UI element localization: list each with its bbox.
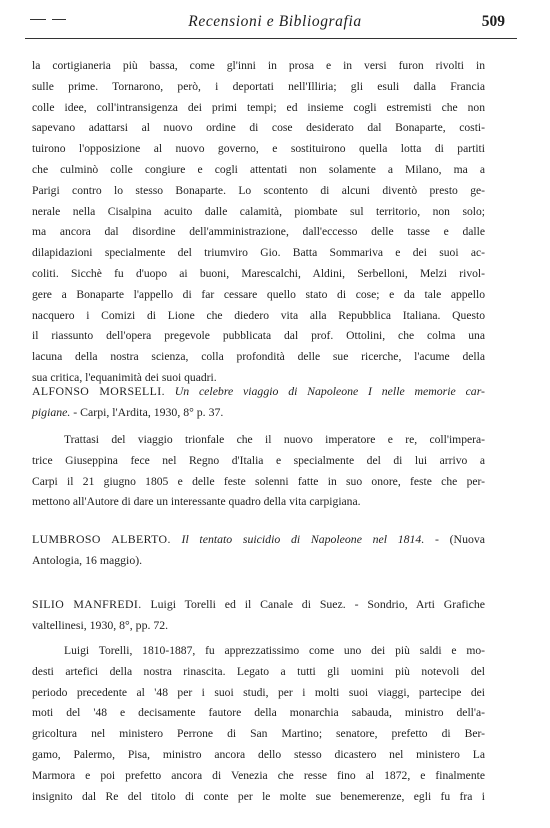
text-line: sulle prime. Tornarono, però, i deportati nell'Illiria; gli esuli dalla Francia — [32, 79, 485, 93]
text-line: sua critica, l'equanimità dei suoi quadri. — [32, 370, 217, 384]
text-line: gere a Bonaparte l'appello di far cessare quello stato di cose; e da tale appello — [32, 287, 485, 301]
running-head: Recensioni e Bibliografia — [188, 13, 362, 30]
text-line: insignito dal Re del titolo di conte per le molte sue benemerenze, egli fu fra i — [32, 789, 485, 803]
text-line: Marmora e poi prefetto ancora di Venezia che resse fino al 1872, e finalmente — [32, 768, 485, 782]
text-line: nerale nella Cisalpina acuito dalle calamità, piombate sul territorio, non solo; — [32, 204, 485, 218]
review-entry — [32, 594, 485, 636]
entry-heading — [32, 381, 485, 402]
text-line: sapevano adattarsi al nuovo ordine di cose desiderato dal Bonaparte, costi- — [32, 121, 485, 135]
text-line: nacquero i Comizi di Lione che diedero vita alla Repubblica Italiana. Questo — [32, 308, 485, 322]
entry-heading-cont — [32, 550, 485, 571]
entry-title: Un celebre viaggio di Napoleone I nelle memorie car- — [174, 384, 485, 398]
text-line: che culminò colle congiure e cogli attentati non solamente a Milano, ma a — [32, 162, 485, 176]
entry-heading-cont — [32, 402, 485, 423]
review-body — [32, 430, 485, 513]
page-number: 509 — [481, 13, 505, 30]
entry-title: Il tentato suicidio di Napoleone nel 1814. — [181, 532, 425, 546]
entry-author: ALFONSO MORSELLI. — [32, 384, 165, 398]
entry-publication-cont: Antologia, 16 maggio). — [32, 552, 143, 567]
entry-publication-cont: valtellinesi, 1930, 8°, pp. 72. — [32, 617, 169, 632]
text-line: Parigi contro lo stesso Bonaparte. Lo scontento di alcuni diventò presto ge- — [32, 183, 485, 197]
text-line: gamo, Palermo, Pisa, ministro ancora dello stesso dicastero nel ministero La — [32, 747, 485, 761]
text-line: periodo precedente al '48 per i suoi studi, per i molti suoi viaggi, partecipe dei — [32, 685, 485, 699]
text-line: la cortigianeria più bassa, come gl'inni in prosa e in versi furon rivolti in — [32, 59, 485, 72]
text-line: il riassunto dell'opera pregevole pubblicata dal prof. Ottolini, che colma una — [32, 329, 485, 343]
text-line: dilapidazioni specialmente del triumviro Gio. Batta Sommariva e dei suoi ac- — [32, 246, 485, 260]
entry-heading-cont — [32, 615, 485, 636]
entry-author: LUMBROSO ALBERTO. — [32, 532, 171, 546]
text-line: lacuna della nostra scienza, colla profondità delle sue ricerche, l'acume della — [32, 350, 485, 364]
text-line: moti del '48 e decisamente fautore della monarchia sabauda, ministro dell'a- — [32, 706, 485, 720]
header-ornament-left — [30, 19, 46, 20]
entry-publication: Luigi Torelli ed il Canale di Suez. - Sondrio, Arti Grafiche — [150, 597, 486, 611]
header-rule — [25, 38, 517, 39]
text-line: Carpi il 21 giugno 1805 e delle feste solenni fatte in suo onore, feste che per- — [32, 474, 485, 488]
entry-publication: - (Nuova — [435, 532, 486, 546]
header-ornament-left — [52, 19, 66, 20]
text-line: desti artefici della nostra rinascita. Legato a tutti gli uomini più notevoli del — [32, 664, 485, 678]
entry-publication: - Carpi, l'Ardita, 1930, 8° p. 37. — [73, 404, 224, 419]
text-line: trice Giuseppina fece nel Regno d'Italia e specialmente del di lui arrivo a — [32, 453, 485, 467]
text-line: Trattasi del viaggio trionfale che il nuovo imperatore e re, coll'impera- — [64, 433, 485, 446]
text-line: ma ancora dal disordine dell'amministrazione, dall'eccesso delle tasse e dalle — [32, 225, 485, 239]
text-line: gricoltura nel ministero Perrone di San Martino; senatore, prefetto di Ber- — [32, 727, 485, 741]
text-line: mettono all'Autore di dare un interessante quadro della vita carpigiana. — [32, 495, 361, 509]
text-line: coliti. Sicchè fu d'uopo ai buoni, Marescalchi, Aldini, Serbelloni, Melzi rivol- — [32, 266, 485, 280]
entry-author: SILIO MANFREDI. — [32, 597, 142, 611]
review-body — [32, 641, 485, 807]
text-line: colle idee, coll'intransigenza dei primi tempi; ed insieme cogli estremisti che non — [32, 100, 485, 114]
entry-heading — [32, 594, 485, 615]
text-line: Luigi Torelli, 1810-1887, fu apprezzatissimo come uno dei più saldi e mo- — [64, 644, 485, 657]
entry-title-cont: pigiane. — [32, 404, 71, 419]
entry-heading — [32, 529, 485, 550]
review-entry — [32, 381, 485, 423]
text-line: tuirono l'opposizione al nuovo governo, e sostituirono quella lotta di partiti — [32, 142, 485, 156]
review-entry — [32, 529, 485, 571]
continuation-paragraph — [32, 56, 485, 389]
